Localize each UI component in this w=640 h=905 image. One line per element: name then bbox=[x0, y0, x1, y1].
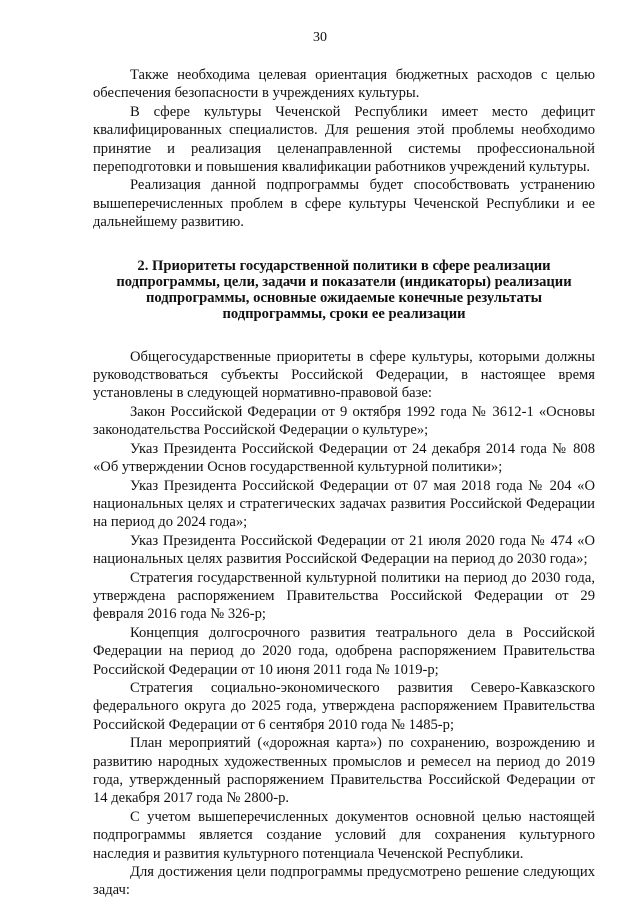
section-heading: 2. Приоритеты государственной политики в сфере реализации подпрограммы, цели, задачи и показатели (индикаторы) реализации подпрограммы, основные ожидаемые конечные результаты подпрограммы, сроки ее реализации bbox=[116, 257, 572, 322]
page-number: 30 bbox=[313, 30, 327, 45]
paragraph-strategy-326-r: Стратегия государственной культурной политики на период до 2030 года, утверждена распоряжением Правительства Российской Федерации от 29 февраля 2016 года № 326-р; bbox=[93, 569, 595, 623]
paragraph-budget-security: Также необходима целевая ориентация бюджетных расходов с целью обеспечения безопасности в учреждениях культуры. bbox=[93, 67, 595, 102]
paragraph-strategy-1485-r: Стратегия социально-экономического развития Северо-Кавказского федерального округа до 2025 года, утверждена распоряжением Правительства Российской Федерации от 6 сентября 2010 года № 1485-р; bbox=[93, 679, 595, 733]
paragraph-decree-204: Указ Президента Российской Федерации от 07 мая 2018 года № 204 «О национальных целях и стратегических задачах развития Российской Федерации на период до 2024 года»; bbox=[93, 477, 595, 531]
paragraph-main-goal: С учетом вышеперечисленных документов основной целью настоящей подпрограммы является создание условий для сохранения культурного наследия и развития культурного потенциала Чеченской Республики. bbox=[93, 808, 595, 862]
paragraph-subprogram-implementation: Реализация данной подпрограммы будет способствовать устранению вышеперечисленных проблем в сфере культуры Чеченской Республики и ее дальнейшему развитию. bbox=[93, 177, 595, 231]
paragraph-concept-1019-r: Концепция долгосрочного развития театрального дела в Российской Федерации на период до 2020 года, одобрена распоряжением Правительства Российской Федерации от 10 июня 2011 года № 1019-р; bbox=[93, 624, 595, 678]
paragraph-national-priorities: Общегосударственные приоритеты в сфере культуры, которыми должны руководствоваться субъекты Российской Федерации, в настоящее время установлены в следующей нормативно-правовой базе: bbox=[93, 348, 595, 402]
paragraph-decree-808: Указ Президента Российской Федерации от 24 декабря 2014 года № 808 «Об утверждении Основ государственной культурной политики»; bbox=[93, 440, 595, 476]
paragraph-law-3612-1: Закон Российской Федерации от 9 октября 1992 года № 3612-1 «Основы законодательства Российской Федерации о культуре»; bbox=[93, 403, 595, 439]
document-body bbox=[93, 66, 595, 900]
paragraph-specialist-deficit: В сфере культуры Чеченской Республики имеет место дефицит квалифицированных специалистов. Для решения этой проблемы необходимо принятие и реализация целенаправленной системы профессиональной переподготовки и повышения квалификации работников учреждений культуры. bbox=[93, 103, 595, 176]
paragraph-roadmap-2800-r: План мероприятий («дорожная карта») по сохранению, возрождению и развитию народных художественных промыслов и ремесел на период до 2019 года, утвержденный распоряжением Правительства Российской Федерации от 14 декабря 2017 года № 2800-р. bbox=[93, 735, 595, 807]
paragraph-decree-474: Указ Президента Российской Федерации от 21 июля 2020 года № 474 «О национальных целях развития Российской Федерации на период до 2030 года»; bbox=[93, 532, 595, 568]
paragraph-tasks-intro: Для достижения цели подпрограммы предусмотрено решение следующих задач: bbox=[93, 864, 595, 899]
